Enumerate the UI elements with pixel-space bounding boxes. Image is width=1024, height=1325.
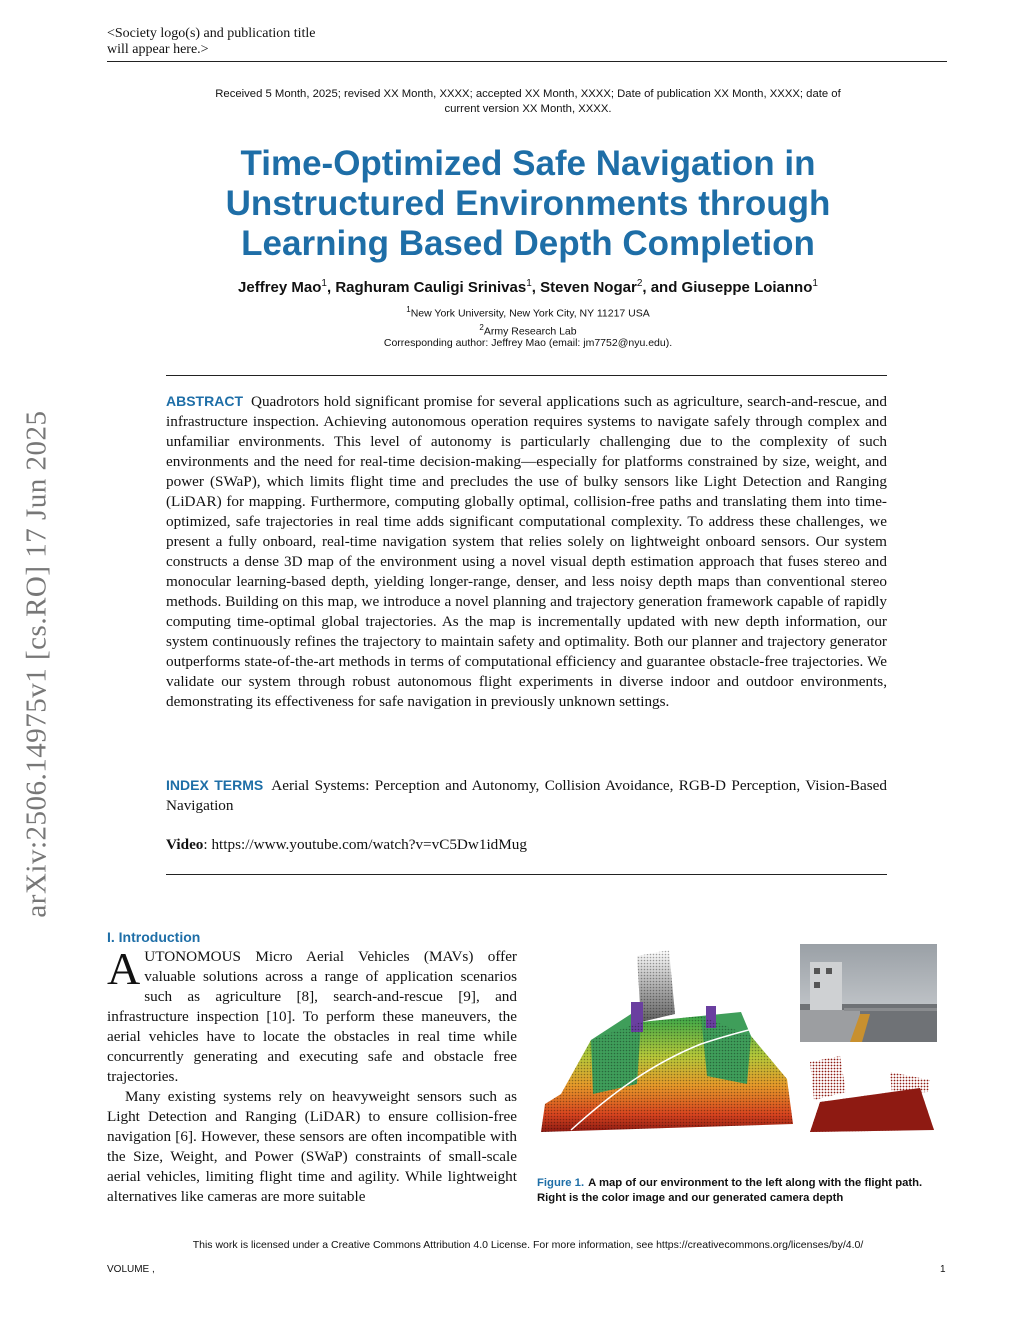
affiliation-line bbox=[250, 303, 806, 321]
generated-depth-image bbox=[800, 1052, 937, 1132]
header-rule bbox=[107, 61, 947, 62]
figure-caption-text: A map of our environment to the left along with the flight path. Right is the color image and our generated camera depth bbox=[537, 1177, 923, 1204]
abstract-label: ABSTRACT bbox=[166, 393, 243, 409]
intro-body bbox=[107, 943, 517, 1207]
author-name: Giuseppe Loianno bbox=[681, 279, 813, 296]
affiliation-text: New York University, New York City, NY 11217 USA bbox=[410, 307, 650, 320]
section-heading: I. Introduction bbox=[107, 929, 201, 945]
figure-label: Figure 1. bbox=[537, 1177, 585, 1189]
color-camera-image bbox=[800, 944, 937, 1042]
index-terms-text: Aerial Systems: Perception and Autonomy, Collision Avoidance, RGB-D Perception, Vision-Based Navigation bbox=[166, 777, 887, 814]
affiliations bbox=[250, 303, 806, 338]
video-separator: : bbox=[203, 836, 212, 853]
affiliation-number: 1 bbox=[406, 305, 411, 314]
point-cloud-map-image bbox=[541, 944, 793, 1134]
license-footer: This work is licensed under a Creative Commons Attribution 4.0 License. For more information, see https://creativecommons.org/licenses/by/4.0/ bbox=[192, 1239, 864, 1251]
author-affiliation-mark: 1 bbox=[812, 278, 818, 289]
video-link[interactable]: https://www.youtube.com/watch?v=vC5Dw1idMug bbox=[211, 836, 527, 853]
author-name: Steven Nogar bbox=[540, 279, 637, 296]
corresponding-author: Corresponding author: Jeffrey Mao (email: jm7752@nyu.edu). bbox=[383, 337, 673, 349]
page-number: 1 bbox=[940, 1264, 946, 1275]
volume-label: VOLUME , bbox=[107, 1264, 155, 1275]
publication-dates: Received 5 Month, 2025; revised XX Month, XXXX; accepted XX Month, XXXX; Date of publication XX Month, XXXX; date of current version XX Month, XXXX. bbox=[215, 88, 841, 115]
index-terms-label: INDEX TERMS bbox=[166, 777, 264, 793]
intro-paragraph-2: Many existing systems rely on heavyweight sensors such as Light Detection and Ranging (LiDAR) to ensure collision-free navigation [6]. However, these sensors are often incompatible with the Size, Weight, and Power (SWaP) constraints of small-scale aerial vehicles, limiting flight time and agility. While lightweight alternatives like cameras are more suitable bbox=[107, 1088, 517, 1205]
author-affiliation-mark: 1 bbox=[321, 278, 327, 289]
figure-caption bbox=[537, 1176, 947, 1206]
abstract-bottom-rule bbox=[166, 874, 887, 875]
abstract-top-rule bbox=[166, 375, 887, 376]
affiliation-text: Army Research Lab bbox=[483, 325, 577, 337]
author-affiliation-mark: 1 bbox=[526, 278, 532, 289]
author-separator: , bbox=[326, 279, 336, 296]
intro-paragraph-1-text: UTONOMOUS Micro Aerial Vehicles (MAVs) offer valuable solutions across a range of application scenarios such as agriculture [8], search-and-rescue [9], and infrastructure inspection [10]. To perform these maneuvers, the aerial vehicles have to locate the obstacles in real time while concurrently generating and executing safe and obstacle free trajectories. bbox=[107, 948, 517, 1085]
author-name: Jeffrey Mao bbox=[238, 279, 322, 296]
abstract bbox=[166, 391, 887, 712]
author-affiliation-mark: 2 bbox=[636, 278, 643, 289]
author-separator: , and bbox=[642, 279, 682, 296]
abstract-text: Quadrotors hold significant promise for several applications such as agriculture, search-and-rescue, and infrastructure inspection. Achieving autonomous operation requires systems to navigate safely through complex and unfamiliar environments. This level of autonomy is particularly challenging due to the complexity of such environments and the need for real-time decision-making—especially for platforms constrained by size, weight, and power (SWaP), which limits flight time and precludes the use of bulky sensors like Light Detection and Ranging (LiDAR) for mapping. Furthermore, computing globally optimal, collision-free paths and translating them into time-optimized, safe trajectories in real time adds significant computational complexity. To address these challenges, we present a fully onboard, real-time navigation system that relies solely on lightweight onboard sensors. Our system constructs a dense 3D map of the environment using a novel visual depth estimation approach that fuses stereo and monocular learning-based depth, yielding longer-range, denser, and less noisy depth maps than conventional stereo methods. Building on this map, we introduce a novel planning and trajectory generation framework capable of rapidly computing time-optimal global trajectories. As the map is incrementally updated with new depth information, our system continuously refines the trajectory to maintain safety and optimality. Both our planner and trajectory generator outperforms state-of-the-art methods in terms of computational efficiency and guarantee obstacle-free trajectories. We validate our system through robust autonomous flight experiments in diverse indoor and outdoor environments, demonstrating its effectiveness for safe navigation in previously unknown settings. bbox=[166, 393, 887, 710]
intro-paragraph-1 bbox=[107, 943, 517, 1087]
index-terms bbox=[166, 775, 887, 816]
society-note: <Society logo(s) and publication title will appear here.> bbox=[107, 26, 316, 57]
video-label: Video bbox=[166, 836, 204, 853]
paper-title: Time-Optimized Safe Navigation in Unstructured Environments through Learning Based Depth Completion bbox=[225, 144, 831, 263]
author-list bbox=[150, 278, 906, 296]
author-name: Raghuram Cauligi Srinivas bbox=[335, 279, 527, 296]
affiliation-number: 2 bbox=[479, 322, 484, 332]
author-separator: , bbox=[531, 279, 541, 296]
video-line bbox=[166, 836, 887, 854]
arxiv-stamp bbox=[14, 374, 60, 954]
affiliation-line bbox=[250, 321, 806, 339]
arxiv-id: arXiv:2506.14975v1 [cs.RO] 17 Jun 2025 bbox=[20, 410, 53, 918]
drop-cap: A bbox=[107, 943, 141, 994]
